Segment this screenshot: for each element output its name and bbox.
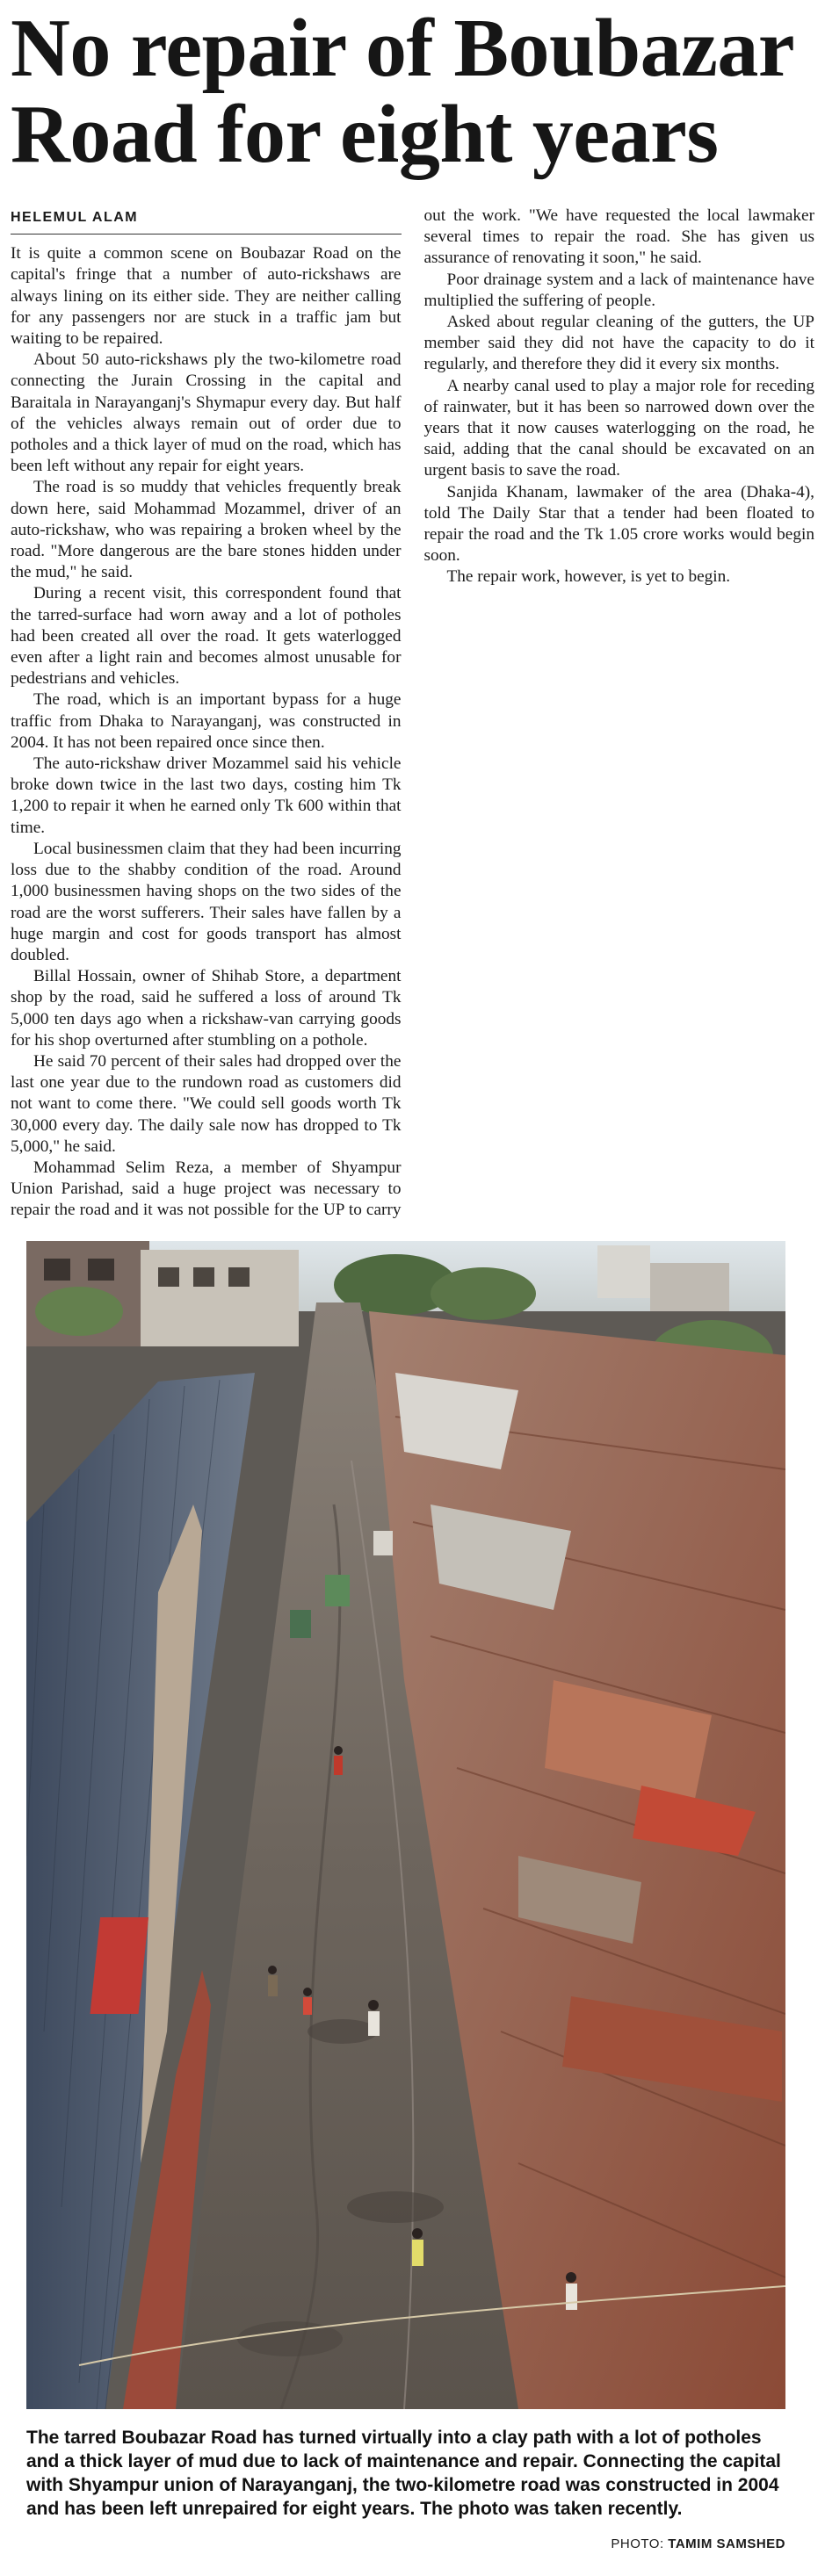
paragraph: Billal Hossain, owner of Shihab Store, a department shop by the road, said he suffered a loss of around Tk 5,000 ten days ago when a rickshaw-van carrying goods for his shop overturned after stumbling on a pothole. [11,967,402,1050]
paragraph: During a recent visit, this correspondent found that the tarred-surface had worn away and a lot of potholes had been created all over the road. It gets waterlogged even after a light rain and becomes almost unusable for pedestrians and vehicles. [11,584,402,689]
photo-credit-label: PHOTO: [611,2536,664,2551]
photo-caption: The tarred Boubazar Road has turned virtually into a clay path with a lot of potholes and a thick layer of mud due to lack of maintenance and repair. Connecting the capital with Shyampur union of Narayanganj, the two-kilometre road was constructed in 2004 and has been left unrepaired for eight years. The photo was taken recently. [26,2428,781,2519]
headline: No repair of Boubazar Road for eight years [11,3,793,180]
paragraph: Poor drainage system and a lack of maintenance have multiplied the suffering of people. [423,270,814,310]
photo-credit [611,2536,785,2551]
paragraph: The repair work, however, is yet to begin. [446,567,731,587]
paragraph: A nearby canal used to play a major role for receding of rainwater, but it has been so narrowed down over the years that it now causes waterlogging on the road, he said, adding that the canal should be excavated on an urgent basis to save the road. [423,376,814,480]
road-photo-illustration [26,1241,785,2409]
road-photo [26,1241,785,2409]
paragraph: About 50 auto-rickshaws ply the two-kilometre road connecting the Jurain Crossing in the capital and Baraitala in Narayanganj's Shymapur every day. But half of the vehicles always remain out of order due to potholes and a thick layer of mud on the road, which has been left without any repair for eight years. [11,350,402,476]
photo-credit-name: TAMIM SAMSHED [668,2536,785,2551]
paragraph: Mohammad Selim Reza, a member of Shyampur Union Parishad, said a huge project was necessary to repair the road and it was not possible for the UP to carry out the work. "We have requested the local lawmaker several times to repair the road. She has given us assurance of renovating it soon," he said. [11,206,814,1220]
paragraph: Asked about regular cleaning of the gutters, the UP member said they did not have the capacity to do it regularly, and therefore they did it every six months. [423,313,814,374]
paragraph: The auto-rickshaw driver Mozammel said his vehicle broke down twice in the last two days, costing him Tk 1,200 to repair it when he earned only Tk 600 within that time. [11,754,402,837]
paragraph: Sanjida Khanam, lawmaker of the area (Dhaka-4), told The Daily Star that a tender had been floated to repair the road and the Tk 1.05 crore works would begin soon. [423,482,814,566]
paragraph: The road is so muddy that vehicles frequently break down here, said Mohammad Mozammel, driver of an auto-rickshaw, who was repairing a broken wheel by the road. "More dangerous are the bare stones hidden under the mud," he said. [11,478,402,582]
paragraph: It is quite a common scene on Boubazar Road on the capital's fringe that a number of auto-rickshaws are always lining on its either side. They are neither calling for any passengers nor are stuck in a traffic jam but waiting to be repaired. [11,244,402,349]
paragraph: The road, which is an important bypass for a huge traffic from Dhaka to Narayanganj, was constructed in 2004. It has not been repaired once since then. [11,690,402,752]
paragraph: He said 70 percent of their sales had dropped over the last one year due to the rundown road as customers did not want to come there. "We could sell goods worth Tk 30,000 every day. The daily sale now has dropped to Tk 5,000," he said. [11,1051,402,1156]
article-body [11,206,814,1226]
paragraph: Local businessmen claim that they had been incurring loss due to the shabby condition of the road. Around 1,000 businessmen having shops on the two sides of the road are the worst sufferers. Their sales have fallen by a huge margin and cost for goods transport has almost doubled. [11,839,402,964]
byline: HELEMUL ALAM [11,207,402,235]
